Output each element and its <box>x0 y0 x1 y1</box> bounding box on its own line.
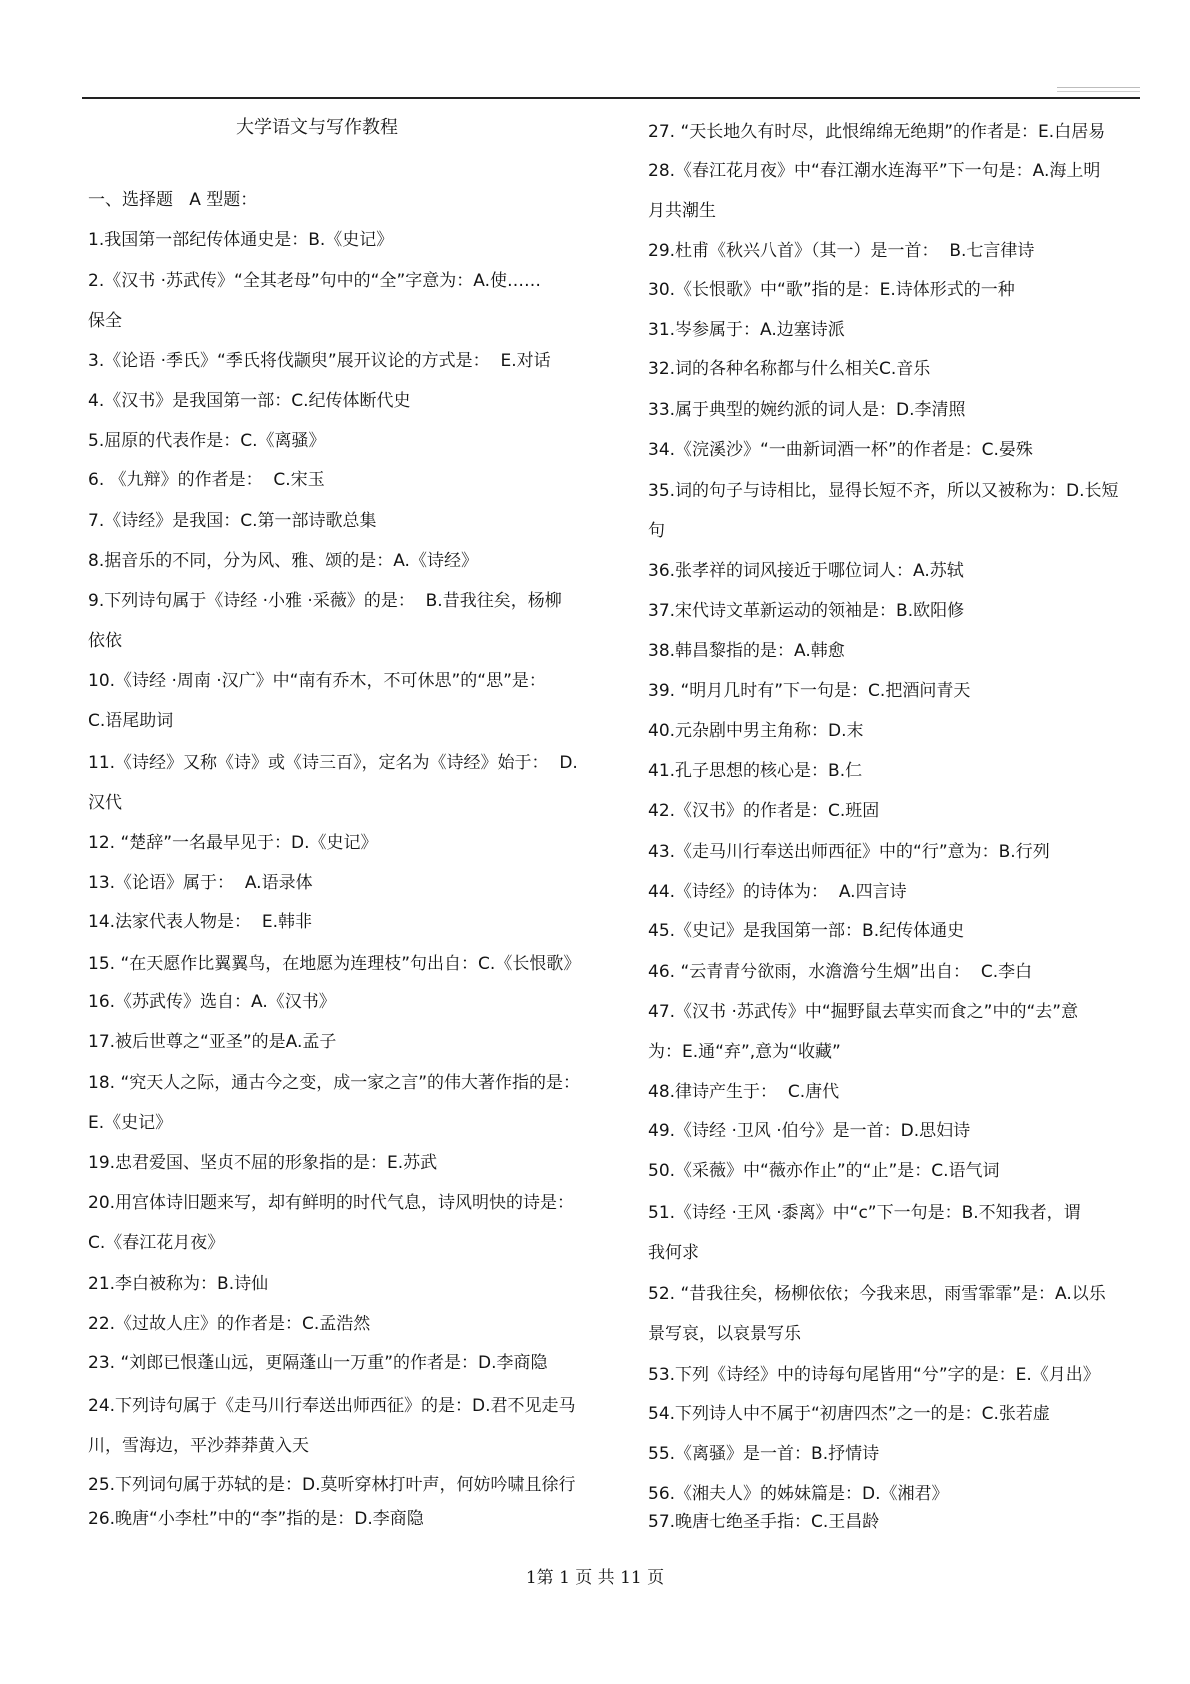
question-item <box>648 430 1148 470</box>
question-line: 6. 《九辩》的作者是： C.宋玉 <box>88 470 325 490</box>
question-line: 53.下列《诗经》中的诗每句尾皆用“兮”字的是：E.《月出》 <box>648 1365 1100 1385</box>
question-line: 39. “明月几时有”下一句是：C.把酒问青天 <box>648 681 971 701</box>
question-line: 42.《汉书》的作者是：C.班固 <box>648 801 880 821</box>
question-line: 32.词的各种名称都与什么相关C.音乐 <box>648 359 931 379</box>
question-item <box>88 982 608 1022</box>
question-item <box>648 1111 1148 1151</box>
question-item <box>88 823 608 863</box>
question-line: 1.我国第一部纪传体通史是：B.《史记》 <box>88 230 394 250</box>
question-line: 为：E.通“弃”,意为“收藏” <box>648 1042 841 1062</box>
question-line: 15. “在天愿作比翼翼鸟，在地愿为连理枝”句出自：C.《长恨歌》 <box>88 954 581 974</box>
question-item <box>648 1355 1148 1395</box>
question-line: 37.宋代诗文革新运动的领袖是：B.欧阳修 <box>648 601 965 621</box>
question-item <box>648 270 1148 310</box>
question-line: 38.韩昌黎指的是：A.韩愈 <box>648 641 845 661</box>
question-item <box>648 349 1148 389</box>
question-item <box>88 863 608 903</box>
question-line: 13.《论语》属于： A.语录体 <box>88 873 313 893</box>
question-item <box>88 743 608 823</box>
question-item <box>648 1274 1148 1354</box>
question-item <box>648 711 1148 751</box>
question-line: 30.《长恨歌》中“歌”指的是：E.诗体形式的一种 <box>648 280 1015 300</box>
question-item <box>648 591 1148 631</box>
question-line: C.《春江花月夜》 <box>88 1233 225 1253</box>
question-item <box>648 1193 1148 1273</box>
question-item <box>648 310 1148 350</box>
question-item <box>648 671 1148 711</box>
question-line: 52. “昔我往矣，杨柳依依；今我来思，雨雪霏霏”是：A.以乐 <box>648 1284 1106 1304</box>
question-item <box>88 1304 608 1344</box>
question-line: 27. “天长地久有时尽，此恨绵绵无绝期”的作者是：E.白居易 <box>648 122 1106 142</box>
question-item <box>88 581 608 661</box>
question-line: 44.《诗经》的诗体为： A.四言诗 <box>648 882 907 902</box>
question-line: 川，雪海边，平沙莽莽黄入天 <box>88 1436 309 1456</box>
question-item <box>88 1386 608 1466</box>
question-item <box>88 1143 608 1183</box>
question-line: 21.李白被称为：B.诗仙 <box>88 1274 269 1294</box>
question-item <box>648 151 1148 231</box>
question-line: 28.《春江花月夜》中“春江潮水连海平”下一句是：A.海上明 <box>648 161 1101 181</box>
question-item <box>648 832 1148 872</box>
question-line: 12. “楚辞”一名最早见于：D.《史记》 <box>88 833 378 853</box>
question-item <box>648 952 1148 992</box>
question-line: 34.《浣溪沙》“一曲新词酒一杯”的作者是：C.晏殊 <box>648 440 1033 460</box>
question-line: 41.孔子思想的核心是：B.仁 <box>648 761 863 781</box>
question-line: 33.属于典型的婉约派的词人是：D.李清照 <box>648 400 966 420</box>
question-line: 23. “刘郎已恨蓬山远，更隔蓬山一万重”的作者是：D.李商隐 <box>88 1353 548 1373</box>
question-line: 48.律诗产生于： C.唐代 <box>648 1082 840 1102</box>
question-item <box>648 1502 1148 1542</box>
question-line: E.《史记》 <box>88 1113 173 1133</box>
question-line: 19.忠君爱国、坚贞不屈的形象指的是：E.苏武 <box>88 1153 438 1173</box>
section-heading: 一、选择题 A 型题： <box>88 190 258 210</box>
question-line: 9.下列诗句属于《诗经 ·小雅 ·采薇》的是： B.昔我往矣，杨柳 <box>88 591 562 611</box>
question-item <box>648 872 1148 912</box>
question-item <box>648 992 1148 1072</box>
question-item <box>88 1183 608 1263</box>
question-line: 保全 <box>88 311 122 331</box>
question-item <box>88 541 608 581</box>
question-line: 31.岑参属于：A.边塞诗派 <box>648 320 845 340</box>
question-line: 40.元杂剧中男主角称：D.末 <box>648 721 864 741</box>
question-item <box>88 421 608 461</box>
header-rule <box>82 97 1140 99</box>
question-line: 55.《离骚》是一首：B.抒情诗 <box>648 1444 880 1464</box>
question-line: 景写哀，以哀景写乐 <box>648 1324 801 1344</box>
question-item <box>648 911 1148 951</box>
question-item <box>88 220 608 260</box>
question-line: 月共潮生 <box>648 201 716 221</box>
question-line: 4.《汉书》是我国第一部：C.纪传体断代史 <box>88 391 411 411</box>
question-item <box>648 231 1148 271</box>
question-item <box>648 791 1148 831</box>
header-mark <box>1057 91 1140 92</box>
question-item <box>88 1499 608 1539</box>
question-line: 我何求 <box>648 1243 699 1263</box>
header-mark <box>1057 87 1140 88</box>
question-item <box>648 1151 1148 1191</box>
question-item <box>88 1264 608 1304</box>
question-line: 50.《采薇》中“薇亦作止”的“止”是：C.语气词 <box>648 1161 1000 1181</box>
question-line: 17.被后世尊之“亚圣”的是A.孟子 <box>88 1032 337 1052</box>
question-item <box>648 471 1148 551</box>
question-line: 22.《过故人庄》的作者是：C.孟浩然 <box>88 1314 371 1334</box>
question-line: 29.杜甫《秋兴八首》（其一）是一首： B.七言律诗 <box>648 241 1035 261</box>
question-item <box>648 390 1148 430</box>
question-line: 11.《诗经》又称《诗》或《诗三百》，定名为《诗经》始于： D. <box>88 753 578 773</box>
question-line: 56.《湘夫人》的姊妹篇是：D.《湘君》 <box>648 1484 949 1504</box>
page-number: 1第 1 页 共 11 页 <box>525 1568 665 1588</box>
question-line: 36.张孝祥的词风接近于哪位词人：A.苏轼 <box>648 561 964 581</box>
question-item <box>88 341 608 381</box>
question-line: 3.《论语 ·季氏》“季氏将伐颛臾”展开议论的方式是： E.对话 <box>88 351 551 371</box>
question-line: 10.《诗经 ·周南 ·汉广》中“南有乔木，不可休思”的“思”是： <box>88 671 546 691</box>
question-item <box>88 902 608 942</box>
question-line: 16.《苏武传》选自：A.《汉书》 <box>88 992 336 1012</box>
question-item <box>648 1394 1148 1434</box>
question-item <box>648 751 1148 791</box>
question-line: 依依 <box>88 631 122 651</box>
question-line: 7.《诗经》是我国：C.第一部诗歌总集 <box>88 511 377 531</box>
question-line: 35.词的句子与诗相比，显得长短不齐，所以又被称为：D.长短 <box>648 481 1119 501</box>
question-line: 25.下列词句属于苏轼的是：D.莫听穿林打叶声，何妨吟啸且徐行 <box>88 1475 576 1495</box>
question-line: 8.据音乐的不同，分为风、雅、颂的是：A.《诗经》 <box>88 551 478 571</box>
question-line: 句 <box>648 521 665 541</box>
question-item <box>88 944 608 984</box>
question-item <box>88 661 608 741</box>
question-item <box>648 631 1148 671</box>
question-item <box>648 1072 1148 1112</box>
question-line: 57.晚唐七绝圣手指：C.王昌龄 <box>648 1512 880 1532</box>
question-line: 24.下列诗句属于《走马川行奉送出师西征》的是：D.君不见走马 <box>88 1396 576 1416</box>
question-item <box>88 381 608 421</box>
question-line: 汉代 <box>88 793 122 813</box>
question-line: 26.晚唐“小李杜”中的“李”指的是：D.李商隐 <box>88 1509 424 1529</box>
question-item <box>88 460 608 500</box>
question-line: 49.《诗经 ·卫风 ·伯兮》是一首：D.思妇诗 <box>648 1121 971 1141</box>
question-line: 47.《汉书 ·苏武传》中“掘野鼠去草实而食之”中的“去”意 <box>648 1002 1079 1022</box>
document-title: 大学语文与写作教程 <box>236 117 398 138</box>
question-item <box>88 1022 608 1062</box>
question-item <box>88 1343 608 1383</box>
question-line: 14.法家代表人物是： E.韩非 <box>88 912 312 932</box>
question-item <box>648 551 1148 591</box>
question-line: 54.下列诗人中不属于“初唐四杰”之一的是：C.张若虚 <box>648 1404 1050 1424</box>
question-line: 18. “究天人之际，通古今之变，成一家之言”的伟大著作指的是： <box>88 1073 581 1093</box>
question-item <box>648 1434 1148 1474</box>
question-line: 20.用宫体诗旧题来写，却有鲜明的时代气息，诗风明快的诗是： <box>88 1193 575 1213</box>
question-item <box>88 501 608 541</box>
question-item <box>88 261 608 341</box>
question-line: 2.《汉书 ·苏武传》“全其老母”句中的“全”字意为：A.使…… <box>88 271 541 291</box>
question-line: 51.《诗经 ·王风 ·黍离》中“c”下一句是：B.不知我者，谓 <box>648 1203 1081 1223</box>
question-line: C.语尾助词 <box>88 711 174 731</box>
question-line: 45.《史记》是我国第一部：B.纪传体通史 <box>648 921 965 941</box>
question-line: 46. “云青青兮欲雨，水澹澹兮生烟”出自： C.李白 <box>648 962 1033 982</box>
question-line: 5.屈原的代表作是：C.《离骚》 <box>88 431 326 451</box>
question-line: 43.《走马川行奉送出师西征》中的“行”意为：B.行列 <box>648 842 1050 862</box>
question-item <box>88 1063 608 1143</box>
question-item <box>648 112 1148 152</box>
